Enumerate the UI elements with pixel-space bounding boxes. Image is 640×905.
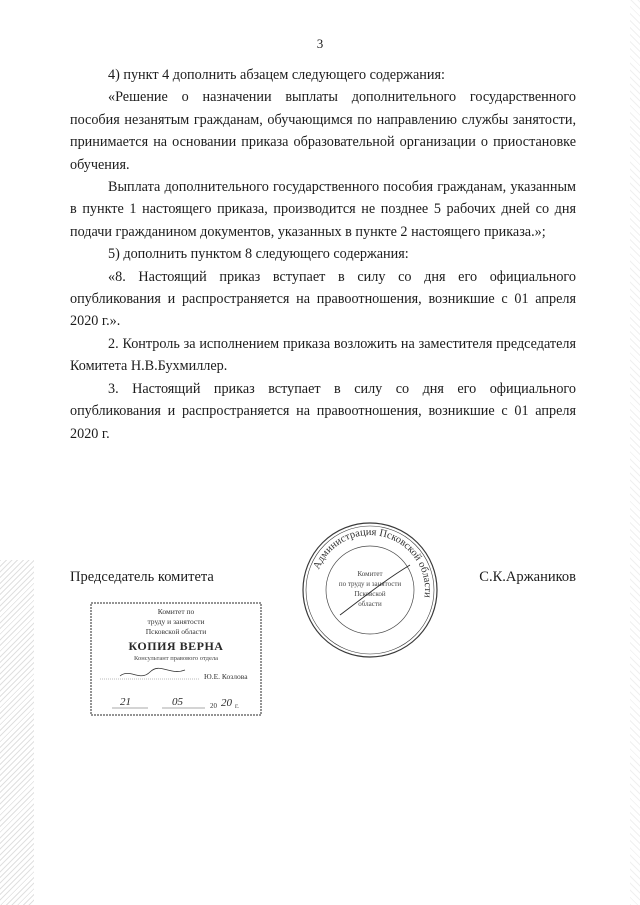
seal-inner-line-1: Комитет	[357, 570, 383, 578]
stamp-date-year-prefix: 20	[210, 702, 217, 710]
copy-certified-stamp	[90, 602, 262, 716]
stamp-date-suffix: г.	[235, 702, 239, 710]
paragraph-2: «Решение о назначении выплаты дополнительного государственного пособия незанятым гражданам, обучающимся по направлению службы занятости, принимается на основании приказа образовательной организации о приостановке обучения.	[70, 89, 576, 173]
stamp-main: КОПИЯ ВЕРНА	[128, 639, 224, 653]
stamp-signature-scribble	[120, 668, 185, 676]
scan-shadow-left	[0, 560, 34, 905]
paragraph-6: 2. Контроль за исполнением приказа возложить на заместителя председателя Комитета Н.В.Бухмиллер.	[70, 335, 576, 375]
stamp-sub: Консультант правового отдела	[134, 655, 218, 662]
scan-shadow-right	[630, 0, 640, 905]
page-number: 3	[316, 36, 324, 51]
stamp-date-month: 05	[172, 696, 183, 708]
stamp-signer: Ю.Е. Козлова	[204, 672, 248, 681]
seal-outer-text: Администрация Псковской области	[311, 526, 434, 599]
stamp-date-year-suffix: 20	[221, 697, 232, 709]
paragraph-3: Выплата дополнительного государственного пособия гражданам, указанным в пункте 1 настоящего приказа, производится не позднее 5 рабочих дней со дня подачи гражданином документов, указанных в пункте 2 настоящего приказа.»;	[70, 179, 576, 240]
paragraph-1: 4) пункт 4 дополнить абзацем следующего содержания:	[108, 67, 445, 83]
signature-title: Председатель комитета	[70, 569, 214, 585]
seal-inner-line-3: Псковской	[354, 590, 386, 598]
stamp-header-1: Комитет по	[157, 607, 195, 616]
seal-inner-line-2: по труду и занятости	[338, 580, 402, 588]
signature-name: С.К.Аржаников	[479, 569, 576, 585]
stamp-date-day: 21	[120, 696, 131, 708]
paragraph-4: 5) дополнить пунктом 8 следующего содержания:	[108, 246, 409, 263]
seal-inner-line-4: области	[358, 600, 382, 608]
order-text	[70, 64, 576, 445]
paragraph-7: 3. Настоящий приказ вступает в силу со дня его официального опубликования и распространяется на правоотношения, возникшие с 01 апреля 2020 г.	[70, 380, 576, 442]
stamp-header-2: труду и занятости	[147, 617, 205, 626]
paragraph-5: «8. Настоящий приказ вступает в силу со дня его официального опубликования и распространяется на правоотношения, возникшие с 01 апреля 2020 г.».	[70, 268, 576, 330]
round-seal	[300, 520, 440, 660]
stamp-header-3: Псковской области	[145, 627, 207, 636]
